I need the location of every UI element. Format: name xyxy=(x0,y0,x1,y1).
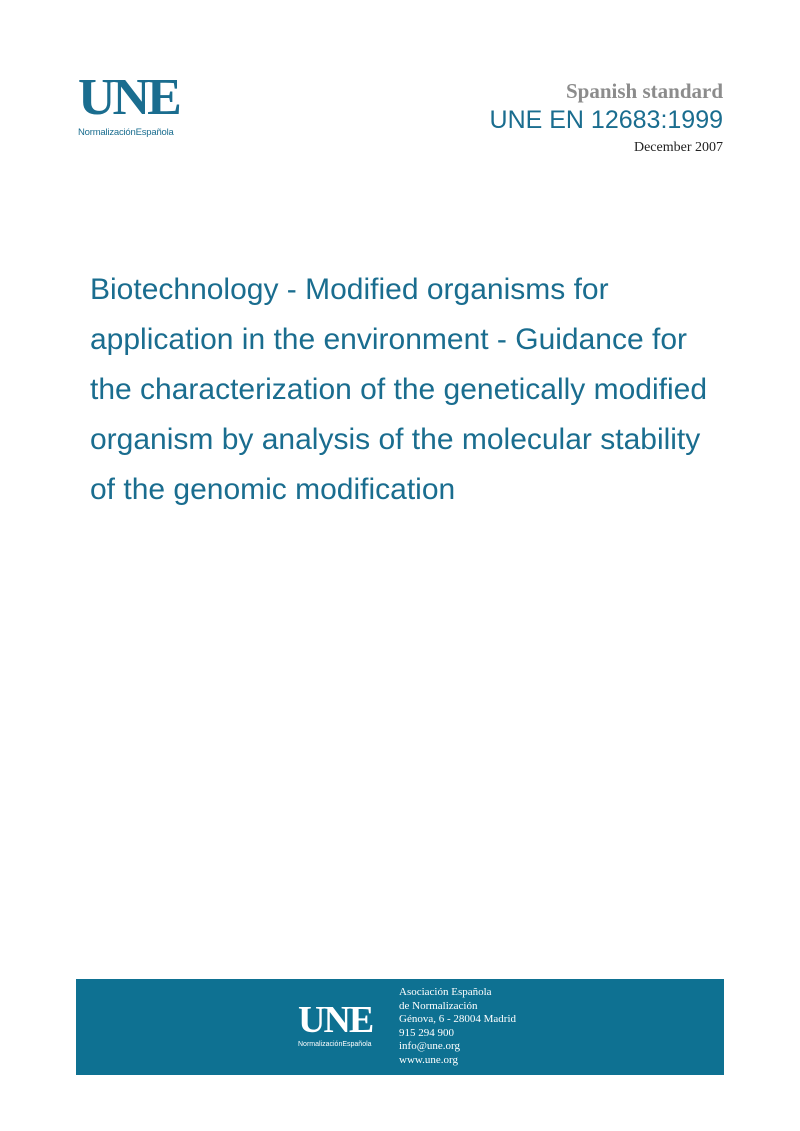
logo-mark: UNE xyxy=(78,69,179,126)
footer-contact-info xyxy=(399,986,516,1068)
document-date: December 2007 xyxy=(633,140,723,155)
logo-subtitle: NormalizaciónEspañola xyxy=(78,127,174,138)
document-title: Biotechnology - Modified organisms for application in the environment - Guidance for the characterization of the genetically modified organism by analysis of the molecular stability of the genomic modification xyxy=(90,273,708,506)
footer-phone: 915 294 900 xyxy=(399,1026,454,1039)
une-logo xyxy=(78,69,218,138)
footer-logo-mark: UNE xyxy=(298,999,373,1041)
document-number: UNE EN 12683:1999 xyxy=(489,106,723,134)
footer-logo-subtitle: NormalizaciónEspañola xyxy=(298,1041,372,1048)
footer-band xyxy=(76,979,724,1075)
document-header xyxy=(490,78,723,158)
document-type: Spanish standard xyxy=(566,79,723,103)
footer-website: www.une.org xyxy=(399,1053,458,1066)
footer-email: info@une.org xyxy=(399,1040,460,1053)
footer-org-name-line2: de Normalización xyxy=(399,999,478,1012)
footer-logo xyxy=(298,1001,372,1048)
footer-org-name-line1: Asociación Española xyxy=(399,986,492,998)
footer-address: Génova, 6 - 28004 Madrid xyxy=(399,1013,517,1026)
